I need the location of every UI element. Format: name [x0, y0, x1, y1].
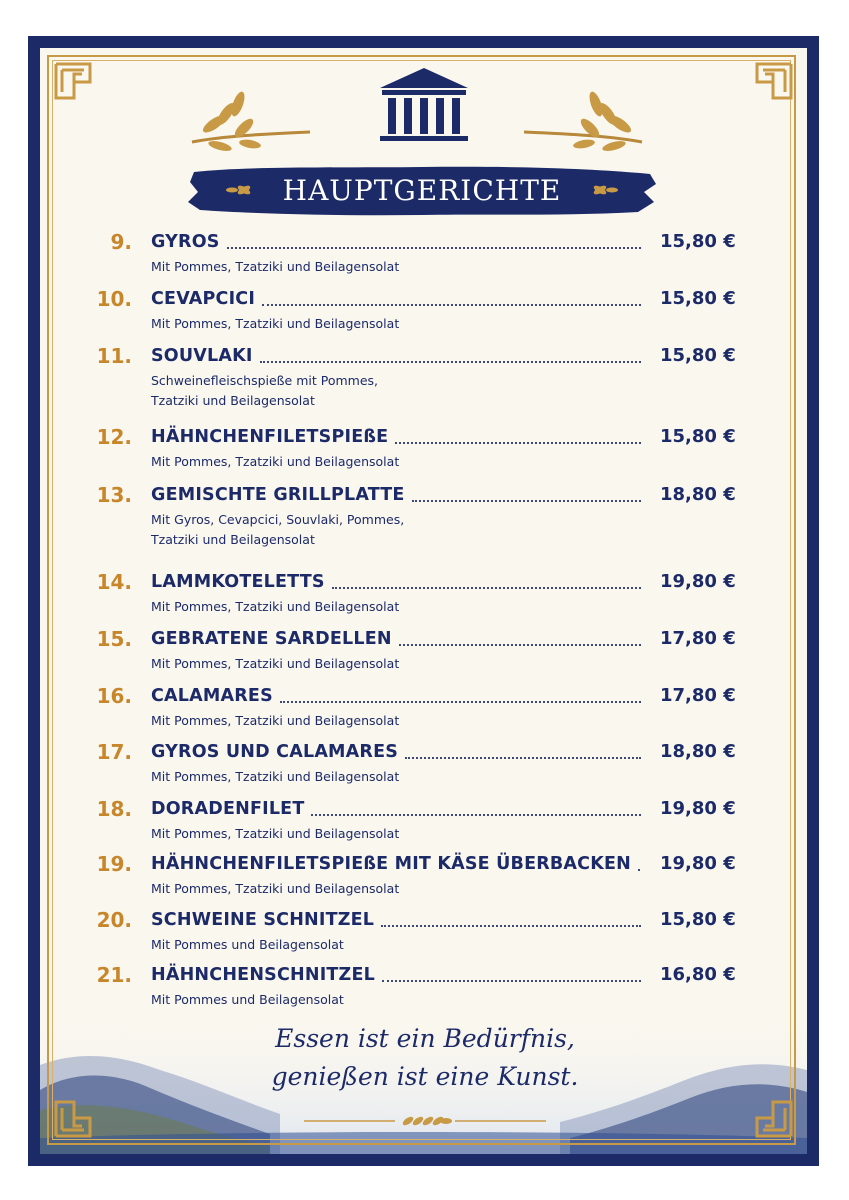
item-name: HÄHNCHENSCHNITZEL — [151, 965, 375, 985]
item-number: 15. — [96, 627, 132, 651]
item-description: Mit Pommes, Tzatziki und Beilagensolat — [151, 259, 400, 274]
item-price: 15,80 € — [660, 231, 736, 252]
item-name-row — [151, 740, 643, 764]
item-name: SCHWEINE SCHNITZEL — [151, 910, 375, 930]
item-description: Tzatziki und Beilagensolat — [151, 393, 315, 408]
dot-leader — [412, 500, 641, 502]
quote-line-1: Essen ist ein Bedürfnis, — [275, 1024, 575, 1053]
item-description: Mit Gyros, Cevapcici, Souvlaki, Pommes, — [151, 512, 405, 527]
item-name: SOUVLAKI — [151, 346, 253, 366]
item-description: Mit Pommes, Tzatziki und Beilagensolat — [151, 599, 400, 614]
item-price: 18,80 € — [660, 484, 736, 505]
item-name: LAMMKOTELETTS — [151, 572, 325, 592]
item-number: 19. — [96, 852, 132, 876]
item-price: 15,80 € — [660, 426, 736, 447]
dot-leader — [405, 757, 641, 759]
item-name: GYROS — [151, 232, 220, 252]
item-price: 17,80 € — [660, 628, 736, 649]
item-description: Mit Pommes und Beilagensolat — [151, 992, 344, 1007]
item-name-row — [151, 570, 643, 594]
dot-leader — [260, 361, 641, 363]
item-name-row — [151, 344, 643, 368]
item-price: 18,80 € — [660, 741, 736, 762]
item-description: Mit Pommes, Tzatziki und Beilagensolat — [151, 713, 400, 728]
item-name: GEBRATENE SARDELLEN — [151, 629, 392, 649]
item-name: CALAMARES — [151, 686, 273, 706]
item-name-row — [151, 963, 643, 987]
item-number: 9. — [110, 230, 132, 254]
dot-leader — [227, 247, 641, 249]
dot-leader — [399, 644, 641, 646]
item-price: 15,80 € — [660, 909, 736, 930]
greek-key-corner-icon — [733, 1078, 797, 1142]
item-price: 19,80 € — [660, 798, 736, 819]
item-price: 17,80 € — [660, 685, 736, 706]
dot-leader — [382, 980, 641, 982]
item-price: 19,80 € — [660, 571, 736, 592]
dot-leader — [311, 814, 641, 816]
item-number: 17. — [96, 740, 132, 764]
item-number: 11. — [96, 344, 132, 368]
item-number: 14. — [96, 570, 132, 594]
item-name-row — [151, 908, 643, 932]
item-name-row — [151, 230, 643, 254]
greek-key-corner-icon — [50, 1078, 114, 1142]
item-description: Mit Pommes, Tzatziki und Beilagensolat — [151, 881, 400, 896]
item-number: 16. — [96, 684, 132, 708]
item-name: DORADENFILET — [151, 799, 305, 819]
item-name-row — [151, 852, 643, 876]
item-name: CEVAPCICI — [151, 289, 256, 309]
item-name-row — [151, 425, 643, 449]
item-number: 12. — [96, 425, 132, 449]
page-title: HAUPTGERICHTE — [282, 173, 562, 207]
item-description: Mit Pommes und Beilagensolat — [151, 937, 344, 952]
item-name-row — [151, 627, 643, 651]
item-number: 20. — [96, 908, 132, 932]
item-name-row — [151, 797, 643, 821]
item-description: Schweinefleischspieße mit Pommes, — [151, 373, 379, 388]
item-name: GYROS UND CALAMARES — [151, 742, 399, 762]
item-description: Tzatziki und Beilagensolat — [151, 532, 315, 547]
item-description: Mit Pommes, Tzatziki und Beilagensolat — [151, 656, 400, 671]
quote-line-2: genießen ist eine Kunst. — [271, 1062, 579, 1091]
item-number: 13. — [96, 483, 132, 507]
dot-leader — [332, 587, 641, 589]
item-name: HÄHNCHENFILETSPIEßE MIT KÄSE ÜBERBACKEN — [151, 854, 631, 874]
item-name-row — [151, 483, 643, 507]
item-price: 15,80 € — [660, 345, 736, 366]
item-number: 18. — [96, 797, 132, 821]
item-description: Mit Pommes, Tzatziki und Beilagensolat — [151, 454, 400, 469]
footer-quote — [180, 1020, 670, 1096]
dot-leader — [280, 701, 641, 703]
item-description: Mit Pommes, Tzatziki und Beilagensolat — [151, 316, 400, 331]
item-number: 10. — [96, 287, 132, 311]
dot-leader — [638, 869, 641, 871]
item-price: 16,80 € — [660, 964, 736, 985]
item-name-row — [151, 287, 643, 311]
item-description: Mit Pommes, Tzatziki und Beilagensolat — [151, 769, 400, 784]
item-price: 19,80 € — [660, 853, 736, 874]
item-description: Mit Pommes, Tzatziki und Beilagensolat — [151, 826, 400, 841]
dot-leader — [262, 304, 641, 306]
item-name-row — [151, 684, 643, 708]
dot-leader — [381, 925, 641, 927]
item-name: GEMISCHTE GRILLPLATTE — [151, 485, 405, 505]
dot-leader — [395, 442, 641, 444]
laurel-flourish-icon — [300, 1110, 550, 1132]
item-number: 21. — [96, 963, 132, 987]
item-name: HÄHNCHENFILETSPIEßE — [151, 427, 389, 447]
item-price: 15,80 € — [660, 288, 736, 309]
